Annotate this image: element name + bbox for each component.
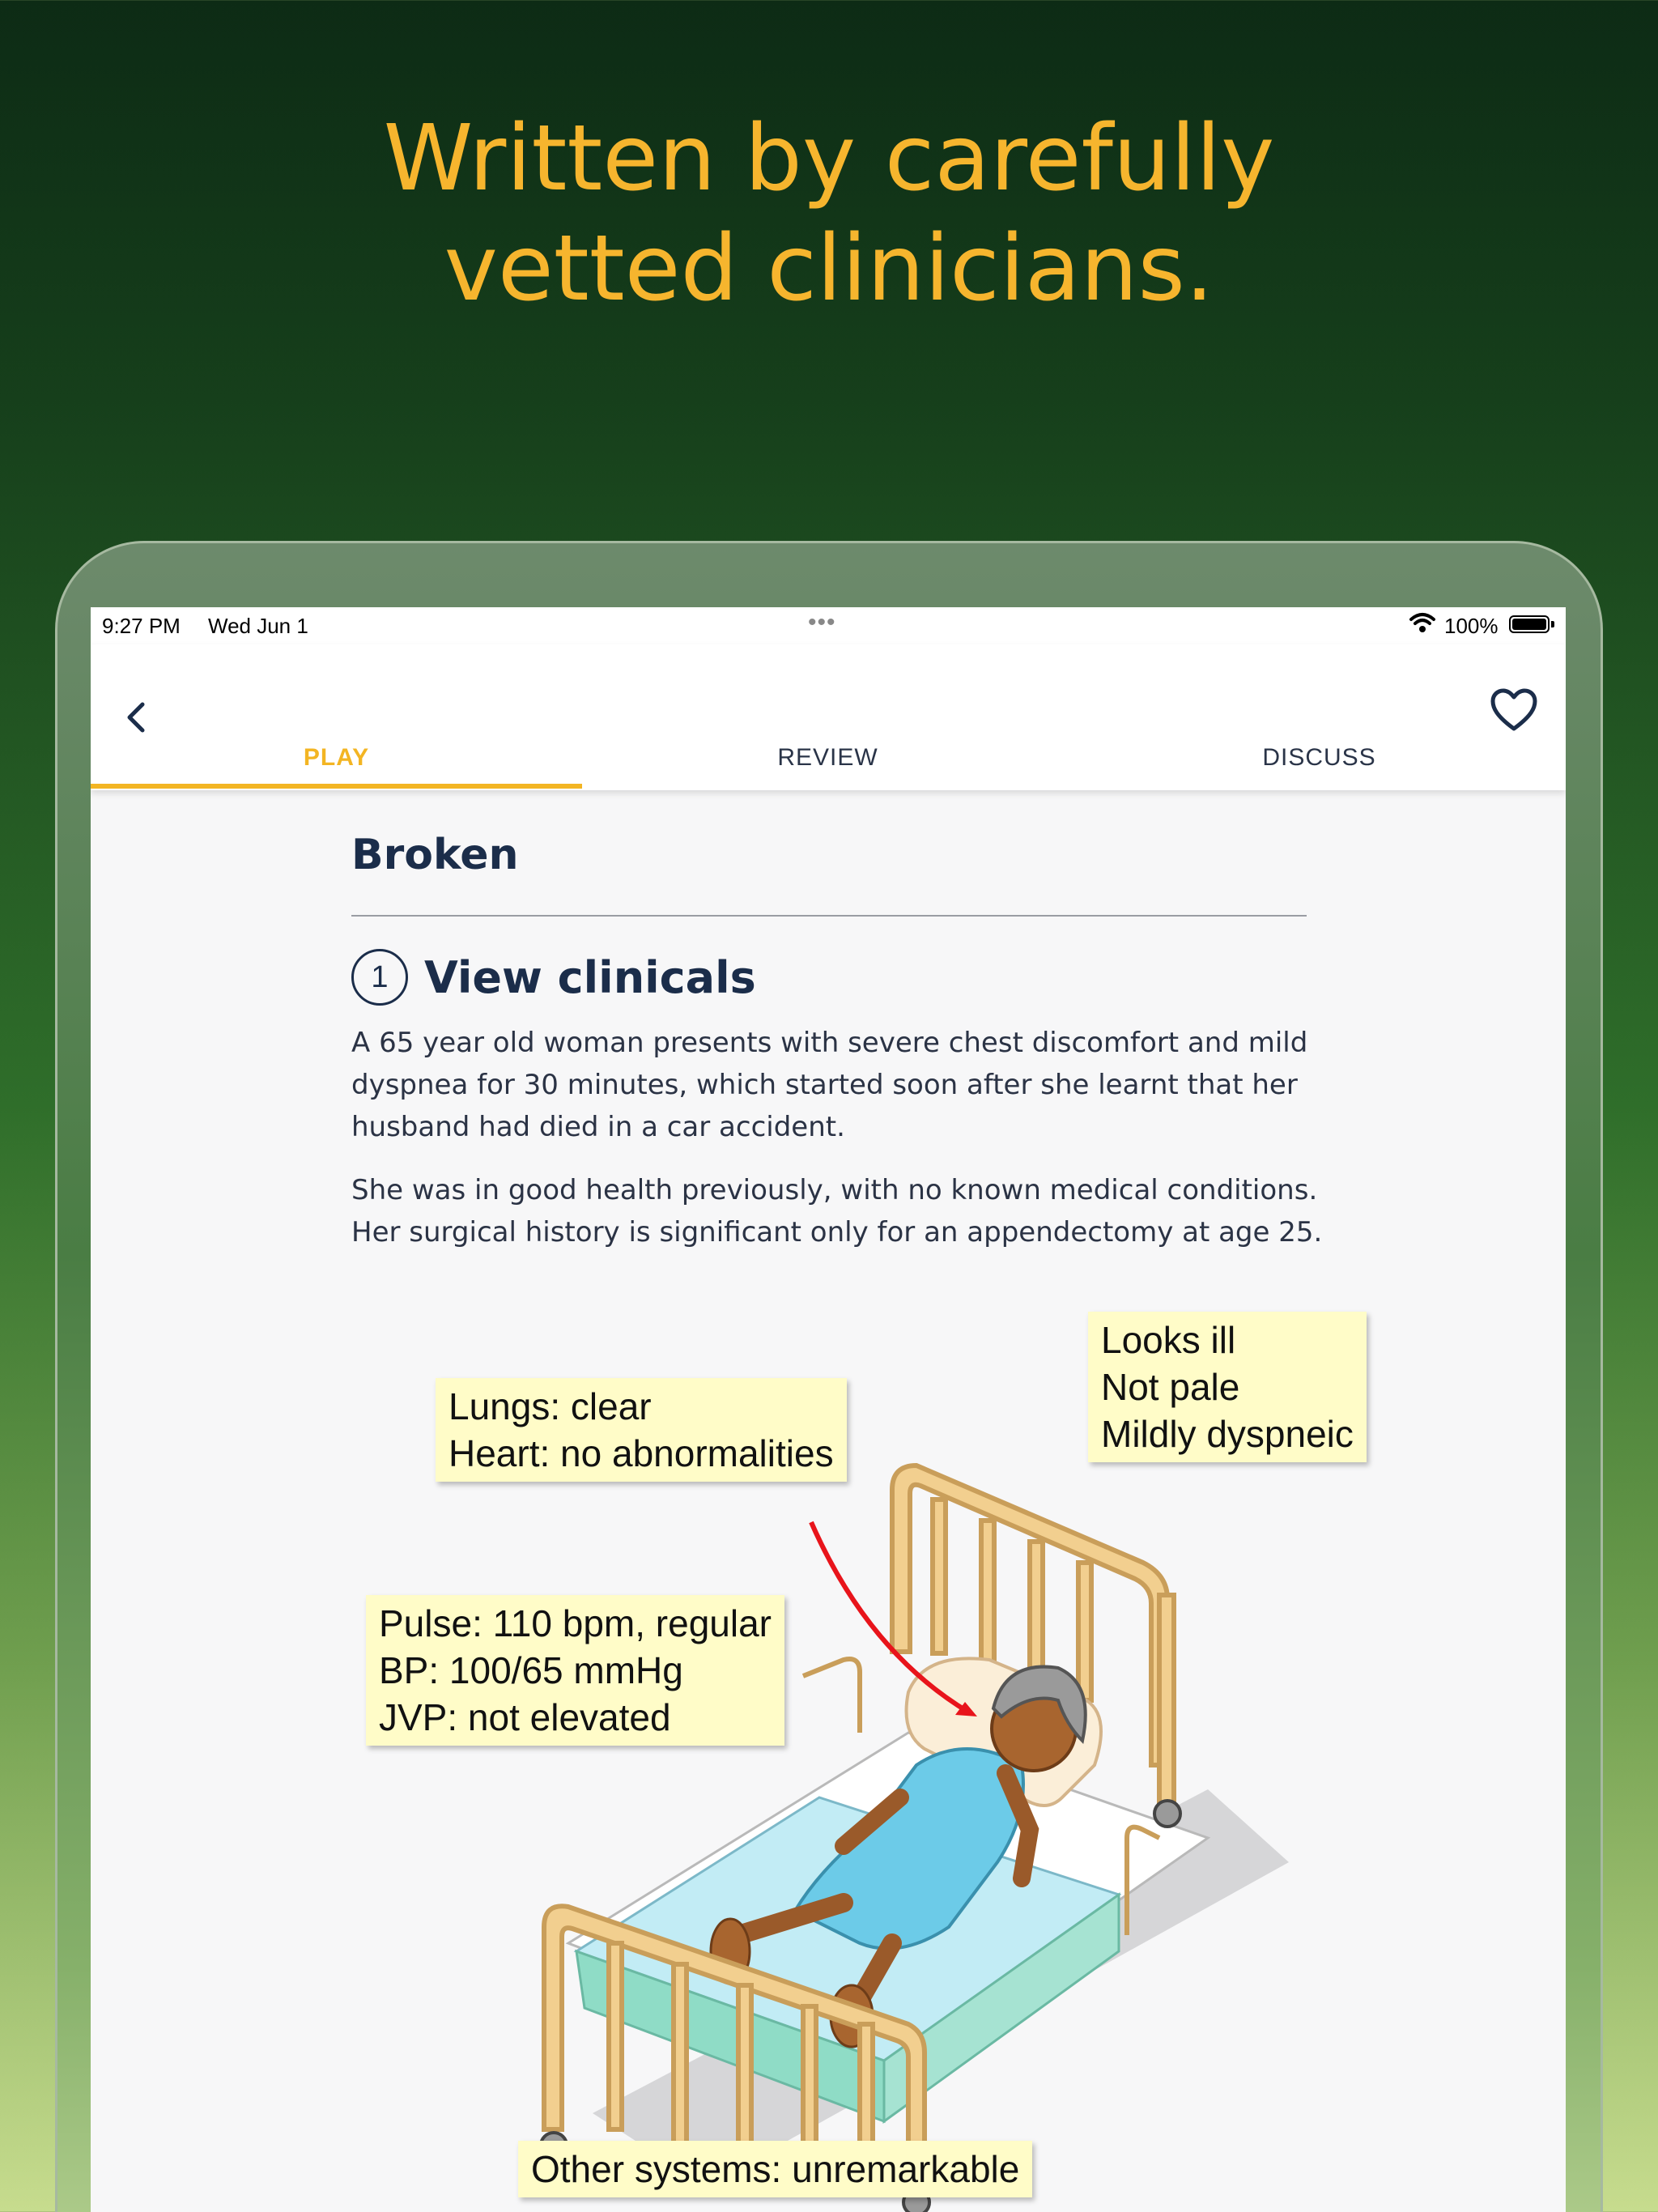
headline-line-1: Written by carefully [383,106,1275,211]
battery-icon [1509,615,1550,633]
status-date: Wed Jun 1 [208,614,308,638]
note-line: Heart: no abnormalities [449,1432,834,1474]
note-line: JVP: not elevated [379,1696,671,1738]
tablet-screen [91,607,1566,2212]
status-time: 9:27 PM [102,614,181,638]
chest-exam-note [436,1378,847,1482]
case-paragraph-2: She was in good health previously, with no known medical conditions. Her surgical history is significant only for an appendectomy at age 25. [351,1174,1323,1249]
status-bar [91,607,1566,644]
note-line: Lungs: clear [449,1385,652,1427]
headline-line-2: vetted clinicians. [444,216,1214,321]
general-appearance-note [1088,1312,1367,1462]
multitask-dots-icon[interactable]: ••• [808,609,836,636]
wifi-icon [1409,610,1436,635]
clinical-illustration [91,1312,1566,2212]
battery-tip [1551,621,1554,627]
note-line: Looks ill [1101,1319,1236,1361]
tab-discuss[interactable]: DISCUSS [1262,744,1376,771]
step-title: View clinicals [424,951,756,1003]
nav-bar [91,644,1566,790]
step-number-badge: 1 [351,949,408,1006]
active-tab-indicator [91,784,582,789]
case-paragraph-1: A 65 year old woman presents with severe chest discomfort and mild dyspnea for 30 minutes, which started soon after she learnt that her husband had died in a car accident. [351,1027,1308,1143]
tab-bar [91,725,1566,790]
vitals-note [366,1595,784,1746]
other-systems-note [518,2141,1032,2197]
title-divider [351,915,1307,917]
note-line: Mildly dyspneic [1101,1413,1354,1455]
case-title: Broken [351,831,519,879]
battery-percent: 100% [1444,614,1499,638]
note-line: Not pale [1101,1366,1240,1408]
tab-play[interactable]: PLAY [303,744,370,771]
marketing-headline [0,104,1658,324]
note-line: BP: 100/65 mmHg [379,1649,683,1691]
tab-review[interactable]: REVIEW [777,744,878,771]
note-line: Other systems: unremarkable [531,2148,1020,2190]
note-line: Pulse: 110 bpm, regular [379,1602,772,1644]
